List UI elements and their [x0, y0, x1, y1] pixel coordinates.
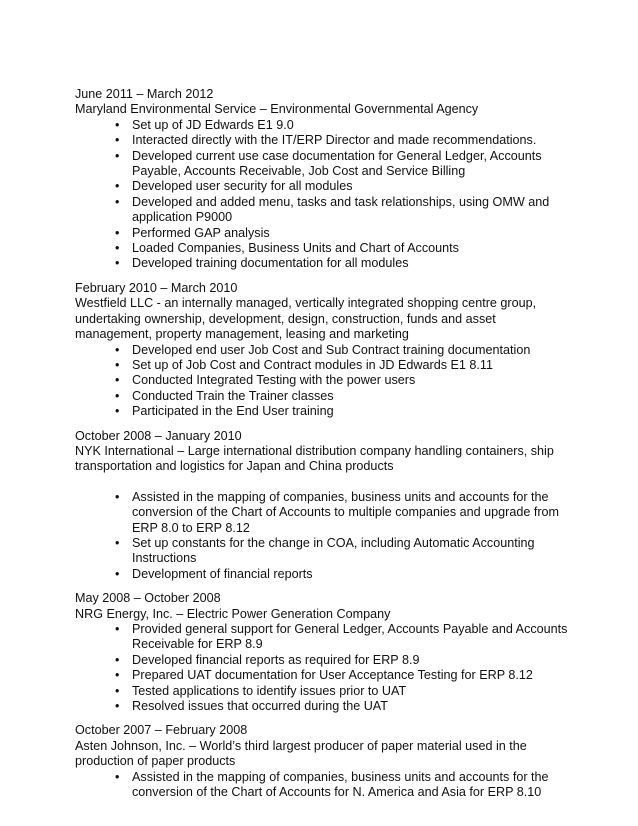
duty-item: • Resolved issues that occurred during the UAT [75, 699, 575, 714]
job-company: NRG Energy, Inc. – Electric Power Generation Company [75, 606, 391, 621]
job-duties-list [75, 622, 575, 714]
duty-item: • Developed end user Job Cost and Sub Contract training documentation [75, 343, 575, 358]
duty-item: • Performed GAP analysis [75, 226, 575, 241]
duty-item: • Developed user security for all modules [75, 179, 575, 194]
job-company: Westfield LLC - an internally managed, vertically integrated shopping centre group, undertaking ownership, development, design, construction, funds and asset management, property management, leasing and marketing [75, 296, 537, 342]
duty-item: • Developed training documentation for all modules [75, 256, 575, 271]
duty-item: • Tested applications to identify issues prior to UAT [75, 684, 575, 699]
duty-item: • Conducted Integrated Testing with the power users [75, 373, 575, 388]
job-duties-list [75, 490, 575, 582]
job-dates: May 2008 – October 2008 [75, 591, 221, 606]
duty-item: • Assisted in the mapping of companies, business units and accounts for the conversion of the Chart of Accounts for N. America and Asia for ERP 8.10 [75, 770, 575, 801]
job-entry-mes [75, 87, 575, 272]
job-duties-list [75, 343, 575, 420]
job-dates: October 2008 – January 2010 [75, 428, 242, 443]
duty-item: • Conducted Train the Trainer classes [75, 389, 575, 404]
duty-item: • Interacted directly with the IT/ERP Director and made recommendations. [75, 133, 575, 148]
duty-item: • Assisted in the mapping of companies, business units and accounts for the conversion of the Chart of Accounts to multiple companies and upgrade from ERP 8.0 to ERP 8.12 [75, 490, 575, 536]
job-dates: October 2007 – February 2008 [75, 723, 248, 738]
job-duties-list [75, 118, 575, 272]
job-company: Maryland Environmental Service – Environmental Governmental Agency [75, 102, 479, 117]
job-company: NYK International – Large international distribution company handling containers, ship transportation and logistics for Japan and China products [75, 443, 554, 474]
job-entry-asten [75, 723, 575, 800]
job-entry-westfield [75, 281, 575, 420]
duty-item: • Participated in the End User training [75, 404, 575, 419]
job-entry-nyk [75, 429, 575, 583]
job-duties-list [75, 770, 575, 801]
duty-item: • Development of financial reports [75, 567, 575, 582]
duty-item: • Developed and added menu, tasks and task relationships, using OMW and application P9000 [75, 195, 575, 226]
duty-item: • Developed current use case documentation for General Ledger, Accounts Payable, Accounts Receivable, Job Cost and Service Billing [75, 149, 575, 180]
duty-item: • Provided general support for General Ledger, Accounts Payable and Accounts Receivable for ERP 8.9 [75, 622, 575, 653]
duty-item: • Developed financial reports as required for ERP 8.9 [75, 653, 575, 668]
job-dates: February 2010 – March 2010 [75, 280, 238, 295]
duty-item: • Set up constants for the change in COA, including Automatic Accounting Instructions [75, 536, 575, 567]
duty-item: • Set up of JD Edwards E1 9.0 [75, 118, 575, 133]
job-dates: June 2011 – March 2012 [75, 87, 214, 101]
duty-item: • Set up of Job Cost and Contract modules in JD Edwards E1 8.11 [75, 358, 575, 373]
job-company: Asten Johnson, Inc. – World’s third largest producer of paper material used in the production of paper products [75, 738, 527, 769]
duty-item: • Prepared UAT documentation for User Acceptance Testing for ERP 8.12 [75, 668, 575, 683]
job-entry-nrg [75, 591, 575, 714]
duty-item: • Loaded Companies, Business Units and Chart of Accounts [75, 241, 575, 256]
experience-section [75, 87, 575, 800]
